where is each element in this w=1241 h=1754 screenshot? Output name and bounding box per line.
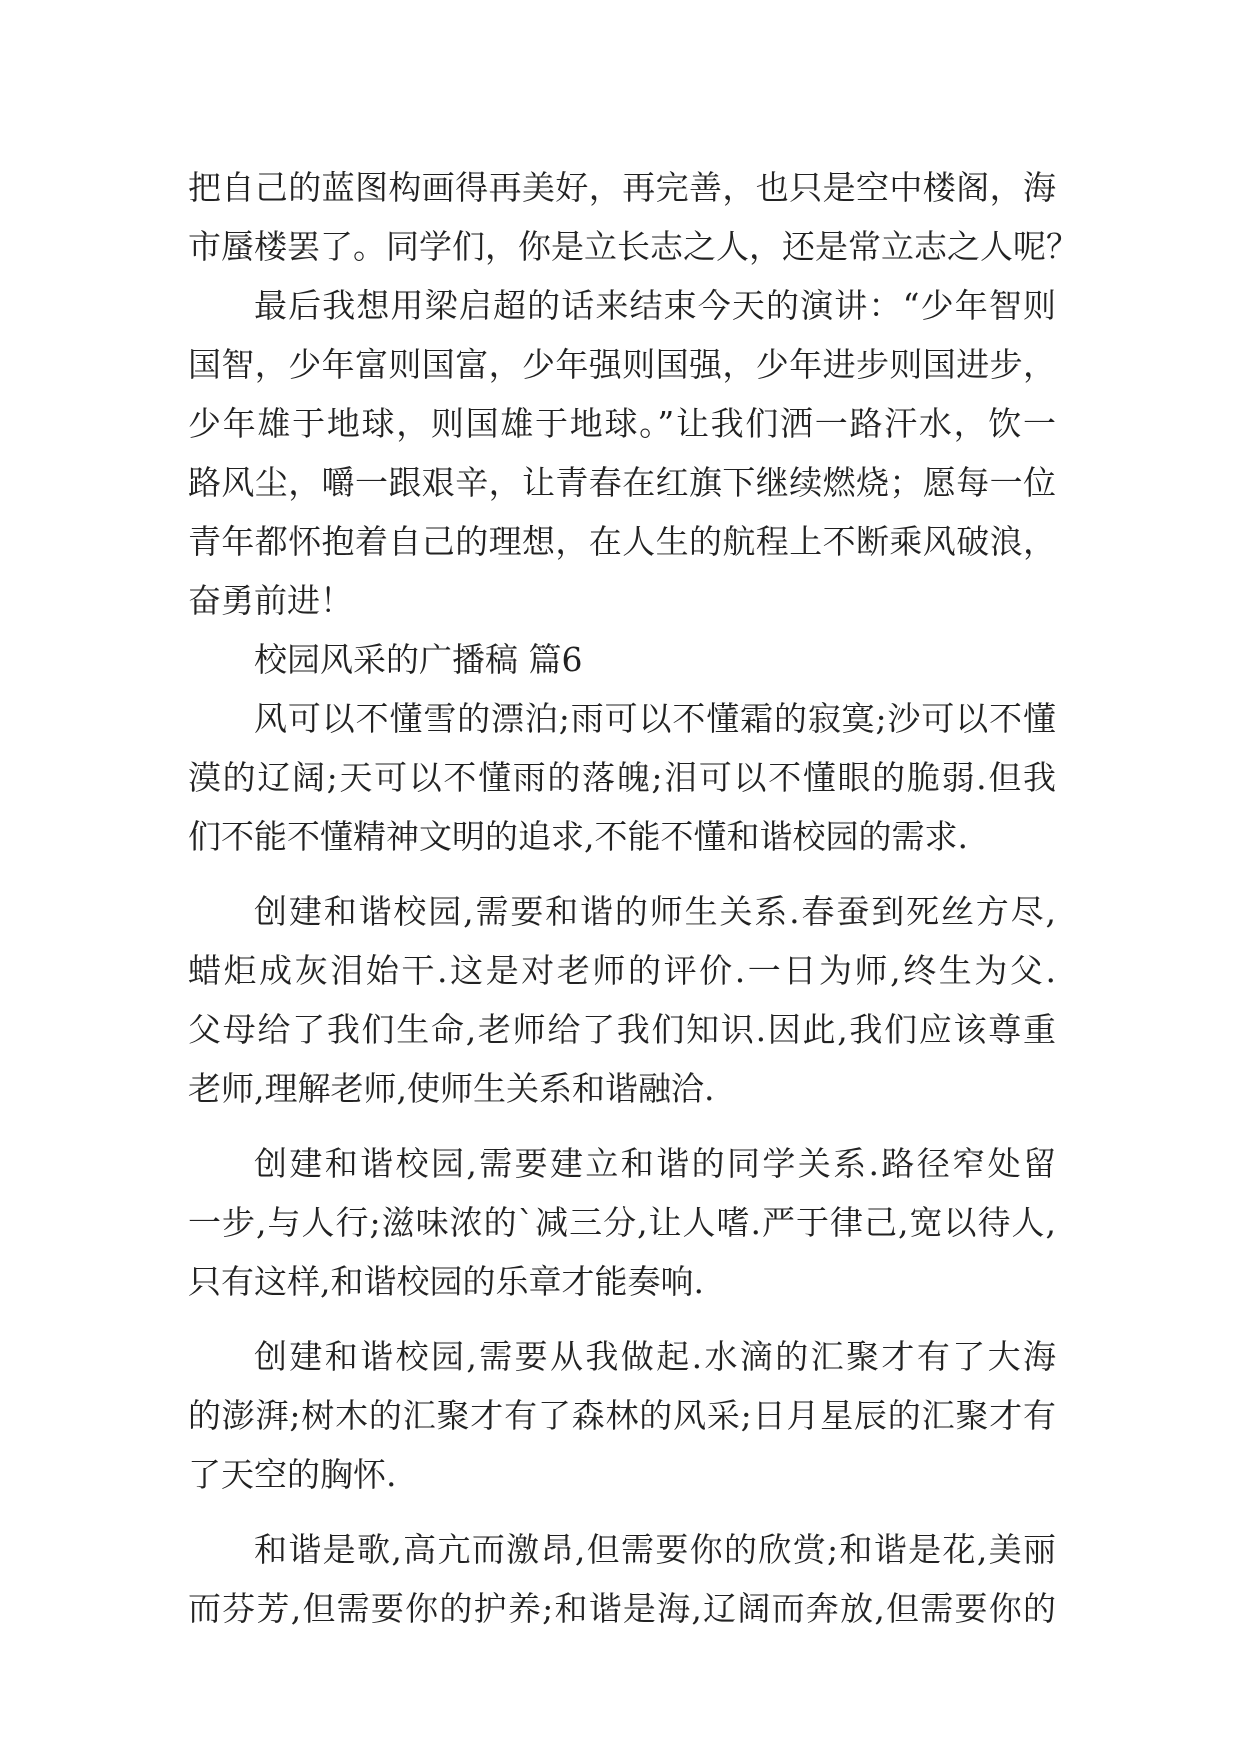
text-line: 而芬芳,但需要你的护养;和谐是海,辽阔而奔放,但需要你的 [188, 1589, 1056, 1628]
text-line: 最后我想用梁启超的话来结束今天的演讲：“少年智则 [254, 286, 1056, 325]
paragraph-spacer [188, 1504, 1056, 1520]
text-line: 了天空的胸怀. [188, 1455, 397, 1494]
paragraph [188, 1134, 1056, 1311]
text-line: 只有这样,和谐校园的乐章才能奏响. [188, 1262, 704, 1301]
section-heading [188, 630, 1056, 689]
text-line: 们不能不懂精神文明的追求,不能不懂和谐校园的需求. [188, 817, 968, 856]
text-line: 风可以不懂雪的漂泊;雨可以不懂霜的寂寞;沙可以不懂 [254, 699, 1056, 738]
text-line: 市蜃楼罢了。同学们，你是立长志之人，还是常立志之人呢？ [188, 227, 1079, 266]
text-line: 国智，少年富则国富，少年强则国强，少年进步则国进步， [188, 345, 1056, 384]
text-line: 蜡炬成灰泪始干.这是对老师的评价.一日为师,终生为父. [188, 951, 1056, 990]
paragraph [188, 689, 1056, 866]
text-line: 创建和谐校园,需要和谐的师生关系.春蚕到死丝方尽, [254, 892, 1056, 931]
text-line: 创建和谐校园,需要建立和谐的同学关系.路径窄处留 [254, 1144, 1056, 1183]
paragraph [188, 882, 1056, 1118]
text-line: 少年雄于地球，则国雄于地球。”让我们洒一路汗水，饮一 [188, 404, 1056, 443]
text-line: 路风尘，嚼一跟艰辛，让青春在红旗下继续燃烧；愿每一位 [188, 463, 1056, 502]
text-line: 一步,与人行;滋味浓的`减三分,让人嗜.严于律己,宽以待人, [188, 1203, 1056, 1242]
text-line: 父母给了我们生命,老师给了我们知识.因此,我们应该尊重 [188, 1010, 1056, 1049]
document-body [188, 158, 1079, 1638]
text-line: 奋勇前进！ [188, 581, 353, 620]
text-line: 创建和谐校园,需要从我做起.水滴的汇聚才有了大海 [254, 1337, 1056, 1376]
paragraph [188, 1327, 1056, 1504]
paragraph-spacer [188, 866, 1056, 882]
paragraph-spacer [188, 1311, 1056, 1327]
paragraph [188, 1520, 1056, 1638]
paragraph [188, 276, 1056, 630]
text-line: 的澎湃;树木的汇聚才有了森林的风采;日月星辰的汇聚才有 [188, 1396, 1056, 1435]
text-line: 和谐是歌,高亢而激昂,但需要你的欣赏;和谐是花,美丽 [254, 1530, 1056, 1569]
paragraph [188, 158, 1079, 276]
text-line: 把自己的蓝图构画得再美好，再完善，也只是空中楼阁，海 [188, 168, 1056, 207]
text-line: 漠的辽阔;天可以不懂雨的落魄;泪可以不懂眼的脆弱.但我 [188, 758, 1056, 797]
text-line: 青年都怀抱着自己的理想，在人生的航程上不断乘风破浪， [188, 522, 1056, 561]
heading-text: 校园风采的广播稿 篇6 [254, 640, 583, 679]
text-line: 老师,理解老师,使师生关系和谐融洽. [188, 1069, 715, 1108]
paragraph-spacer [188, 1118, 1056, 1134]
